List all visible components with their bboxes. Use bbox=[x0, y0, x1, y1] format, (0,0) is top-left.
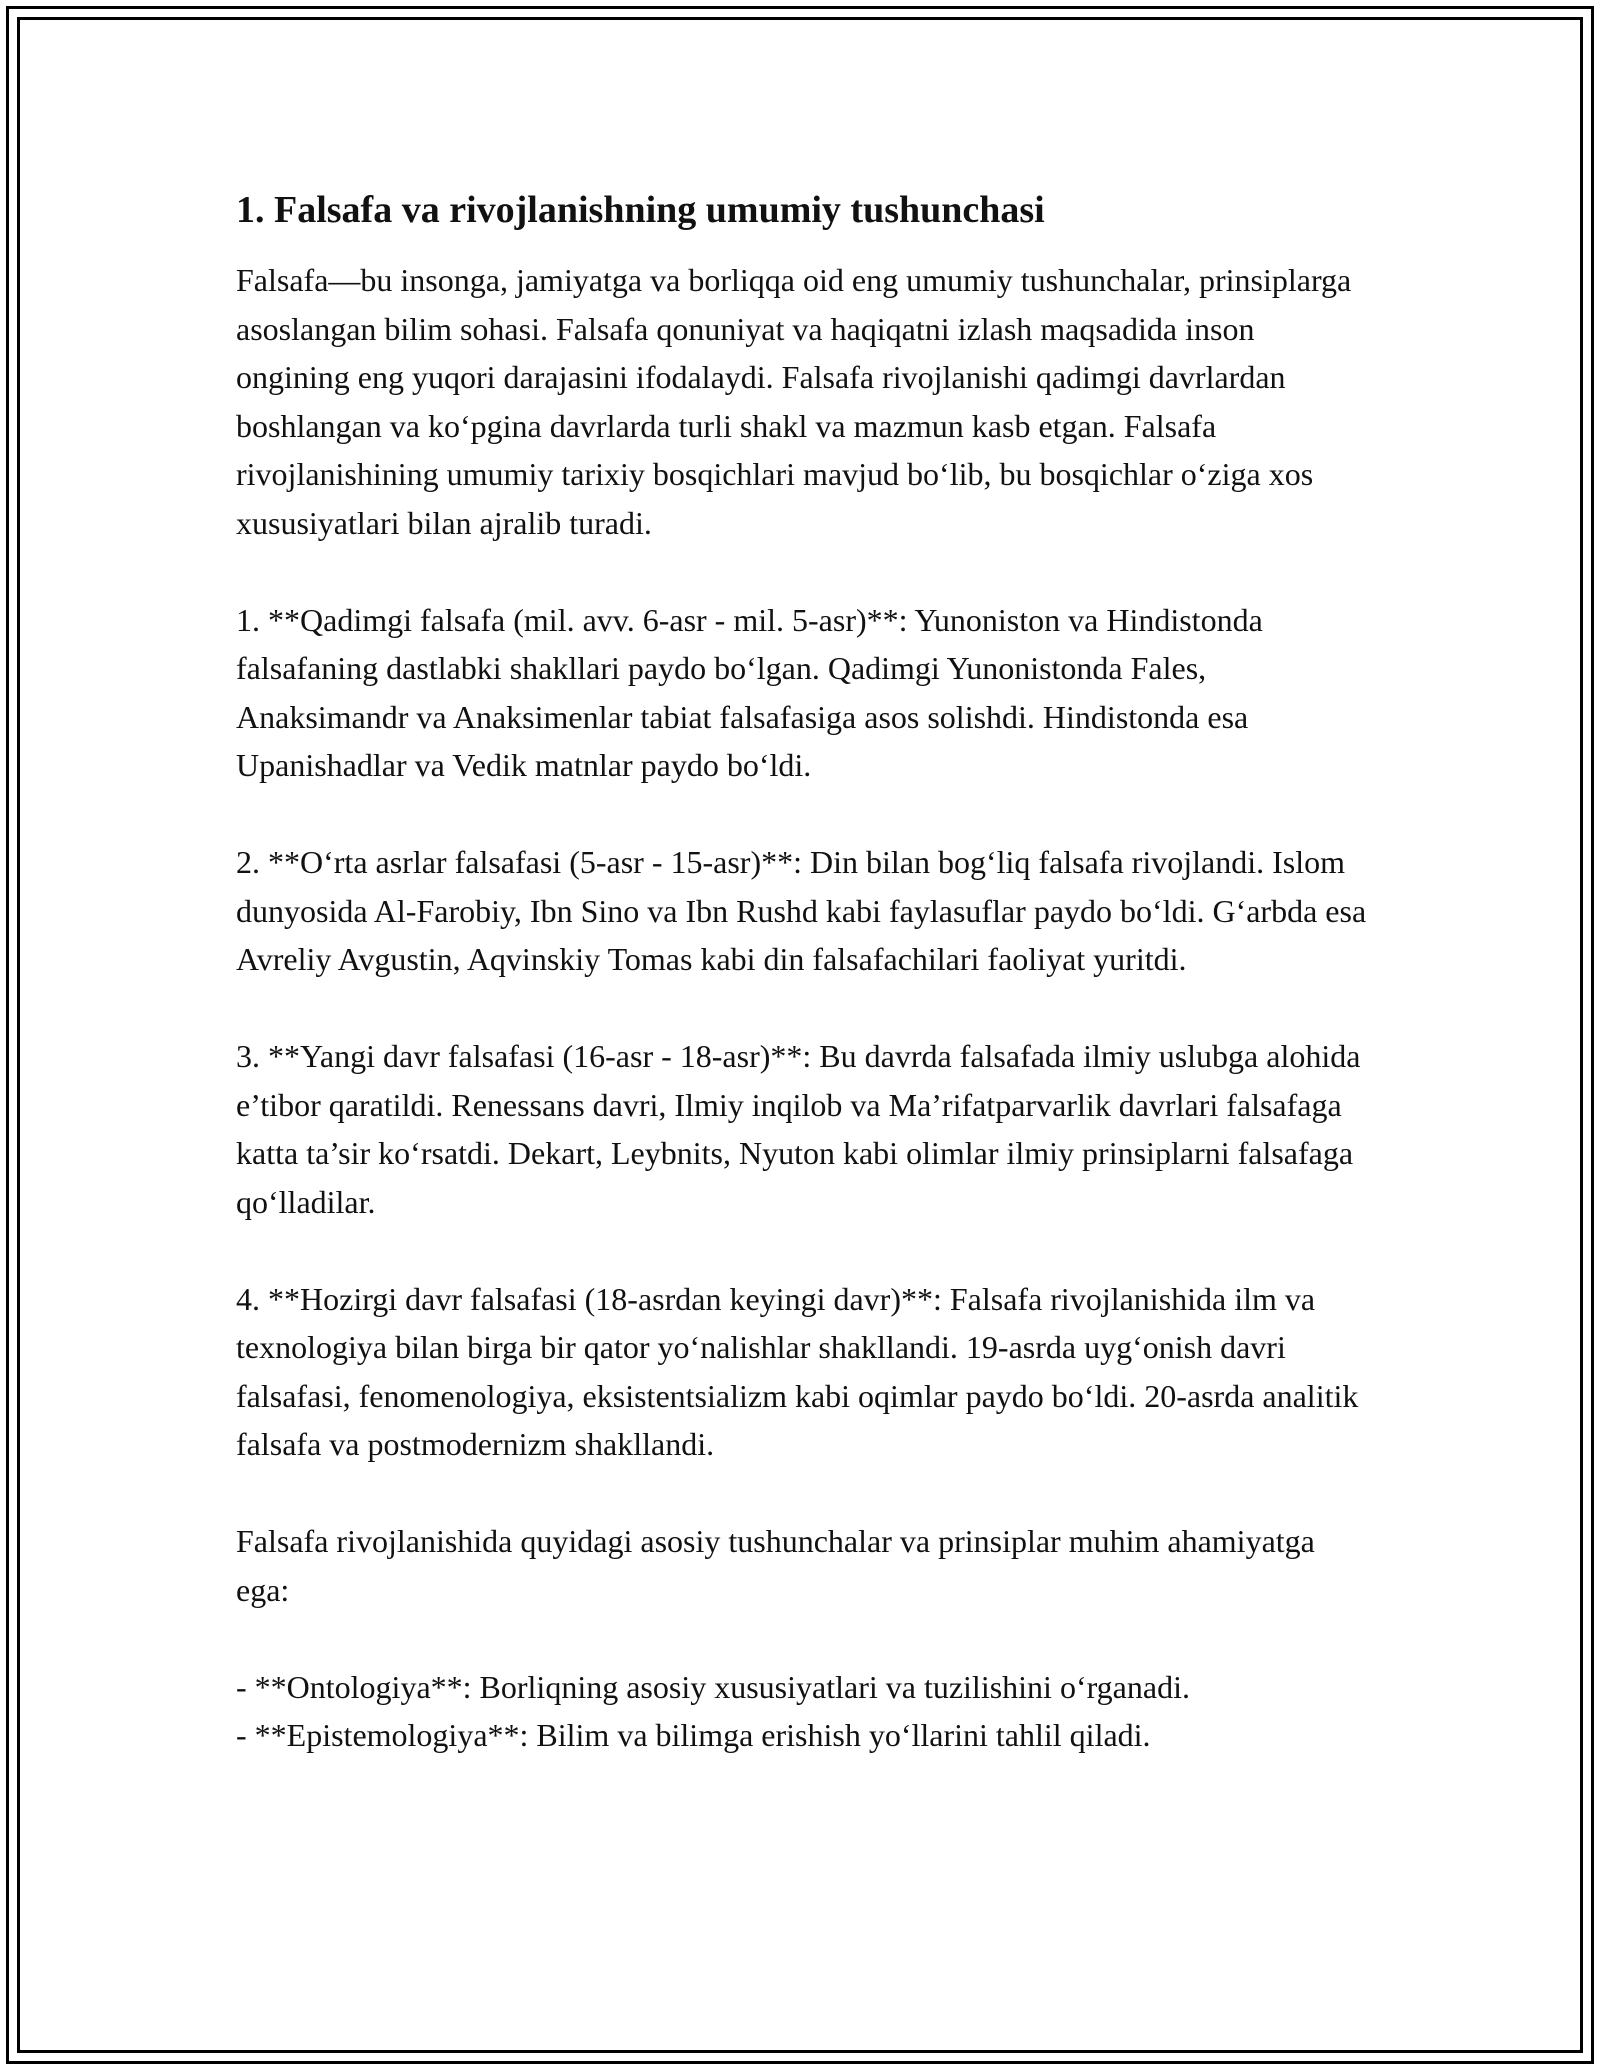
concept-item-epistemology: - **Epistemologiya**: Bilim va bilimga erishish yo‘llarini tahlil qiladi. bbox=[236, 1717, 1151, 1753]
period-paragraph-contemporary: 4. **Hozirgi davr falsafasi (18-asrdan keyingi davr)**: Falsafa rivojlanishida ilm va texnologiya bilan birga bir qator yo‘nalishlar shakllandi. 19-asrda uyg‘onish davri falsafasi, fenomenologiya, eksistentsializm kabi oqimlar paydo bo‘ldi. 20-asrda analitik falsafa va postmodernizm shakllandi. bbox=[236, 1280, 1359, 1462]
period-paragraph-modern: 3. **Yangi davr falsafasi (16-asr - 18-asr)**: Bu davrda falsafada ilmiy uslubga alohida e’tibor qaratildi. Renessans davri, Ilmiy inqilob va Ma’rifatparvarlik davrlari falsafaga katta ta’sir ko‘rsatdi. Dekart, Leybnits, Nyuton kabi olimlar ilmiy prinsiplarni falsafaga qo‘lladilar. bbox=[236, 1038, 1361, 1220]
document-body bbox=[236, 186, 1376, 1760]
intro-paragraph: Falsafa—bu insonga, jamiyatga va borliqqa oid eng umumiy tushunchalar, prinsiplarga asoslangan bilim sohasi. Falsafa qonuniyat va haqiqatni izlash maqsadida inson ongining eng yuqori darajasini ifodalaydi. Falsafa rivojlanishi qadimgi davrlardan boshlangan va ko‘pgina davrlarda turli shakl va mazmun kasb etgan. Falsafa rivojlanishining umumiy tarixiy bosqichlari mavjud bo‘lib, bu bosqichlar o‘ziga xos xususiyatlari bilan ajralib turadi. bbox=[236, 262, 1352, 541]
period-paragraph-ancient: 1. **Qadimgi falsafa (mil. avv. 6-asr - mil. 5-asr)**: Yunoniston va Hindistonda falsafaning dastlabki shakllari paydo bo‘lgan. Qadimgi Yunonistonda Fales, Anaksimandr va Anaksimenlar tabiat falsafasiga asos solishdi. Hindistonda esa Upanishadlar va Vedik matnlar paydo bo‘ldi. bbox=[236, 601, 1263, 783]
section-heading: 1. Falsafa va rivojlanishning umumiy tushunchasi bbox=[236, 189, 1045, 231]
concepts-intro-paragraph: Falsafa rivojlanishida quyidagi asosiy tushunchalar va prinsiplar muhim ahamiyatga ega: bbox=[236, 1523, 1315, 1608]
concept-item-ontology: - **Ontologiya**: Borliqning asosiy xususiyatlari va tuzilishini o‘rganadi. bbox=[236, 1668, 1190, 1705]
period-paragraph-medieval: 2. **O‘rta asrlar falsafasi (5-asr - 15-asr)**: Din bilan bog‘liq falsafa rivojlandi. Islom dunyosida Al-Farobiy, Ibn Sino va Ibn Rushd kabi faylasuflar paydo bo‘ldi. G‘arbda esa Avreliy Avgustin, Aqvinskiy Tomas kabi din falsafachilari faoliyat yuritdi. bbox=[236, 844, 1367, 977]
